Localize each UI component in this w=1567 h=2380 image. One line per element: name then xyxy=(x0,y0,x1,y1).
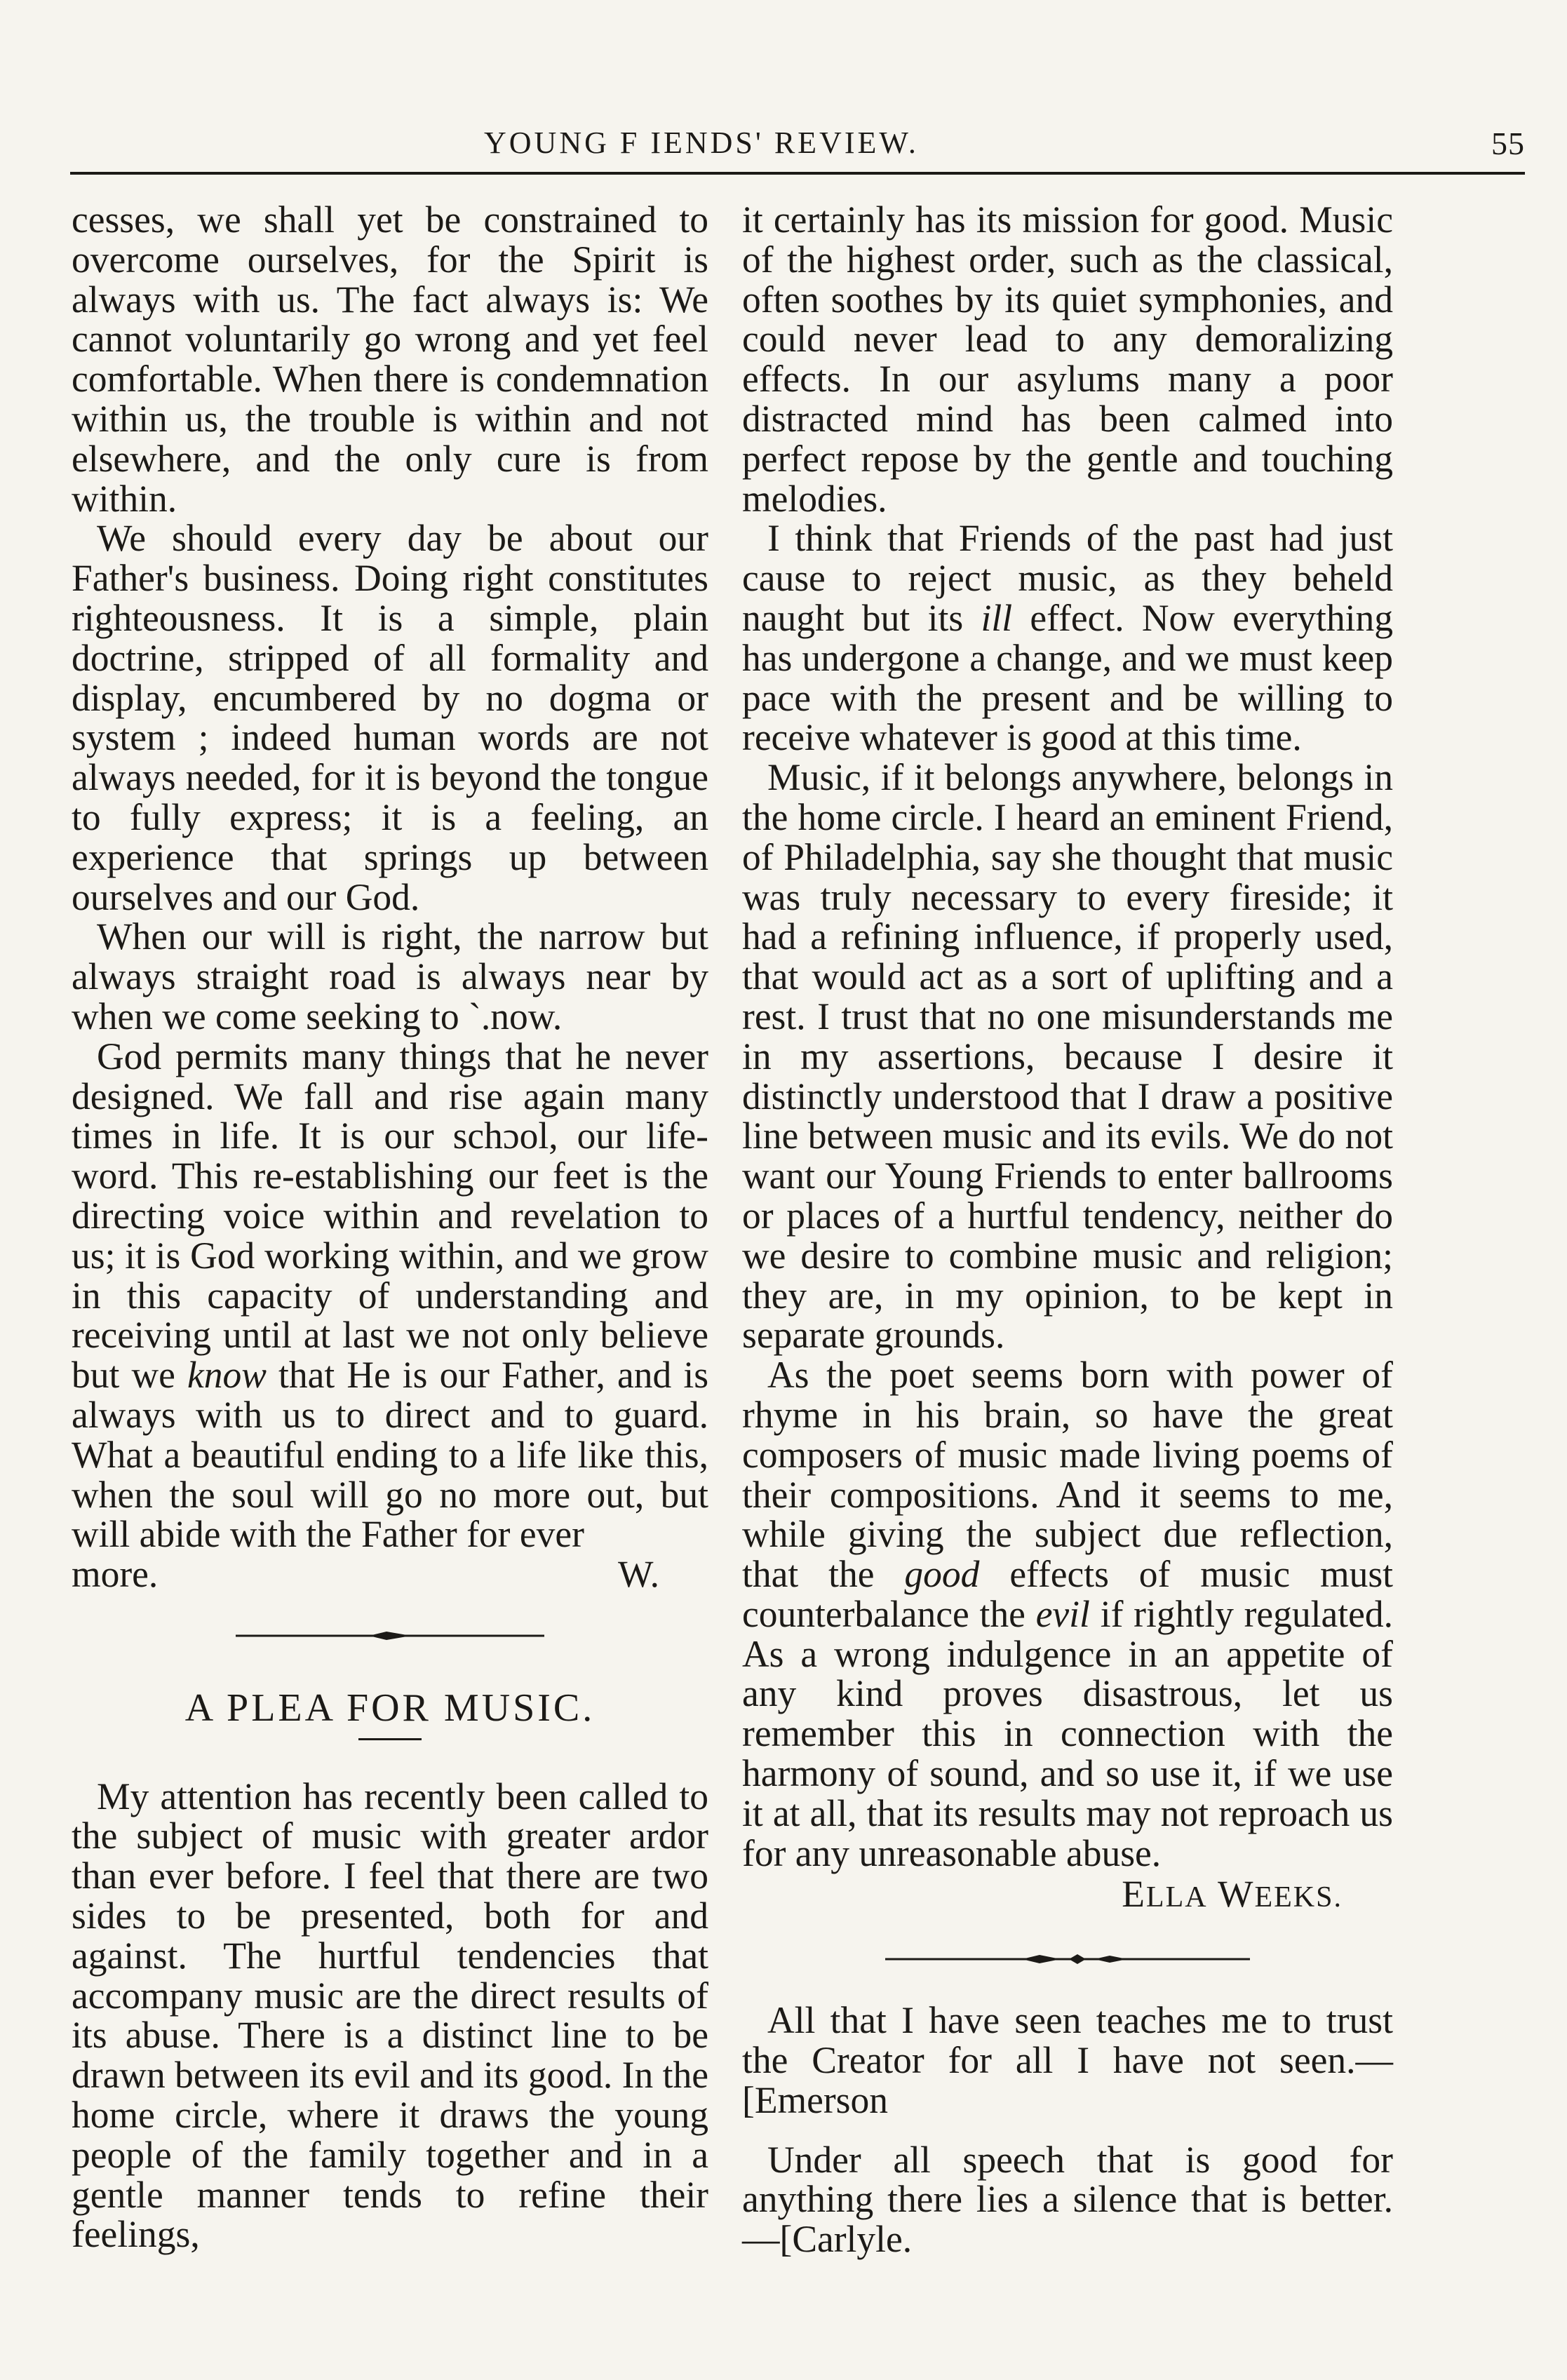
byline-initial: E xyxy=(1122,1873,1146,1916)
text-run: if rightly regulated. As a wrong indulgence in an appetite of any kind proves disastrous, let us remember this in connection with the harmony of sound, and so use it, if we use it at all, that its results may not reproach us for any unreasonable abuse. xyxy=(742,1592,1393,1874)
text-run: more. xyxy=(72,1553,159,1596)
paragraph: My attention has recently been called to the subject of music with greater ardor than ever before. I feel that there are two sides to be presented, both for and against. The hurtful tendencies that accompany music are the direct results of its abuse. There is a distinct line to be drawn between its evil and its good. In the home circle, where it draws the young people of the family together and in a gentle manner tends to refine their feelings, xyxy=(72,1775,708,2256)
section-ornament xyxy=(72,1594,708,1677)
paragraph: Music, if it belongs anywhere, belongs in the home circle. I heard an eminent Friend, of Philadelphia, say she thought that music was truly necessary to every fireside; it had a refining influence, if properly used, that would act as a sort of uplifting and a rest. I trust that no one misunderstands me in my assertions, because I desire it distinctly understood that I draw a positive line between music and its evils. We do not want our Young Friends to enter ballrooms or places of a hurtful tendency, neither do we desire to combine music and religion; they are, in my opinion, to be kept in separate grounds. xyxy=(742,756,1393,1357)
paragraph: We should every day be about our Father's business. Doing right constitutes righteousness. It is a simple, plain doctrine, stripped of all formality and display, encumbered by no dogma or system ; indeed human words are not always needed, for it is beyond the tongue to fully express; it is a feeling, an experience that springs up between ourselves and our God. xyxy=(72,517,708,918)
byline-initial: W xyxy=(1218,1873,1255,1916)
ornament-rule-icon xyxy=(236,1629,544,1643)
byline-smallcaps: LLA xyxy=(1145,1881,1208,1914)
page-number: 55 xyxy=(1491,126,1525,161)
quotation: Under all speech that is good for anything there lies a silence that is better.—[Carlyle. xyxy=(742,2138,1393,2261)
title-rule xyxy=(358,1738,422,1740)
emphasis: know xyxy=(187,1354,267,1397)
text-run: I think that Friends of the past had just cause to reject music, as they beheld naught but its xyxy=(742,517,1393,639)
paragraph: When our will is right, the narrow but always straight road is always near by when we come seeking to ˋ.now. xyxy=(72,915,708,1037)
header-rule xyxy=(70,172,1525,175)
running-title: YOUNG F IENDS' REVIEW. xyxy=(484,126,919,160)
signature-line xyxy=(72,1554,708,1594)
article-title: A PLEA FOR MUSIC. xyxy=(184,1686,596,1730)
paragraph xyxy=(742,1355,1393,1873)
quotation: All that I have seen teaches me to trust the Creator for all I have not seen.—[Emerson xyxy=(742,1999,1393,2121)
paragraph: it certainly has its mission for good. Music of the highest order, such as the classical, often soothes by its quiet symphonies, and could never lead to any demoralizing effects. In our asylums many a poor distracted mind has been calmed into perfect repose by the gentle and touching melodies. xyxy=(742,199,1393,520)
text-run: God permits many things that he never designed. We fall and rise again many times in life. It is our schɔol, our life-word. This re-establishing our feet is the directing voice within and revelation to us; it is God working within, and we grow in this capacity of understanding and receiving until at last we not only believe but we xyxy=(72,1035,708,1397)
text-run: that He is our Father, and is always with us to direct and to guard. What a beautiful ending to a life like this, when the soul will go no more out, but will abide with the Father for ever xyxy=(72,1354,709,1556)
text-run: effects of music must counterbalance the xyxy=(742,1553,1394,1635)
paragraph xyxy=(72,1037,708,1554)
right-column xyxy=(742,200,1393,2279)
running-head xyxy=(70,125,1525,167)
text-run: As the poet seems born with power of rhyme in his brain, so have the great composers of music made living poems of their compositions. And it seems to me, while giving the subject due reflection, that the xyxy=(742,1354,1393,1596)
emphasis: evil xyxy=(1035,1592,1090,1635)
paragraph xyxy=(742,518,1393,758)
emphasis: ill xyxy=(981,596,1013,639)
ornament-rule-icon xyxy=(885,1952,1250,1966)
byline-smallcaps: EEKS. xyxy=(1254,1881,1343,1914)
author-byline xyxy=(742,1874,1393,1918)
paragraph: cesses, we shall yet be constrained to overcome ourselves, for the Spirit is always with us. The fact always is: We cannot voluntarily go wrong and yet feel comfortable. When there is condemnation within us, the trouble is within and not elsewhere, and the only cure is from within. xyxy=(72,199,708,520)
section-ornament xyxy=(742,1918,1393,2001)
emphasis: good xyxy=(904,1553,980,1596)
signature: W. xyxy=(618,1553,659,1596)
text-run: effect. Now everything has undergone a change, and we must keep pace with the present and be willing to receive whatever is good at this time. xyxy=(742,596,1394,759)
left-column xyxy=(72,200,708,2254)
